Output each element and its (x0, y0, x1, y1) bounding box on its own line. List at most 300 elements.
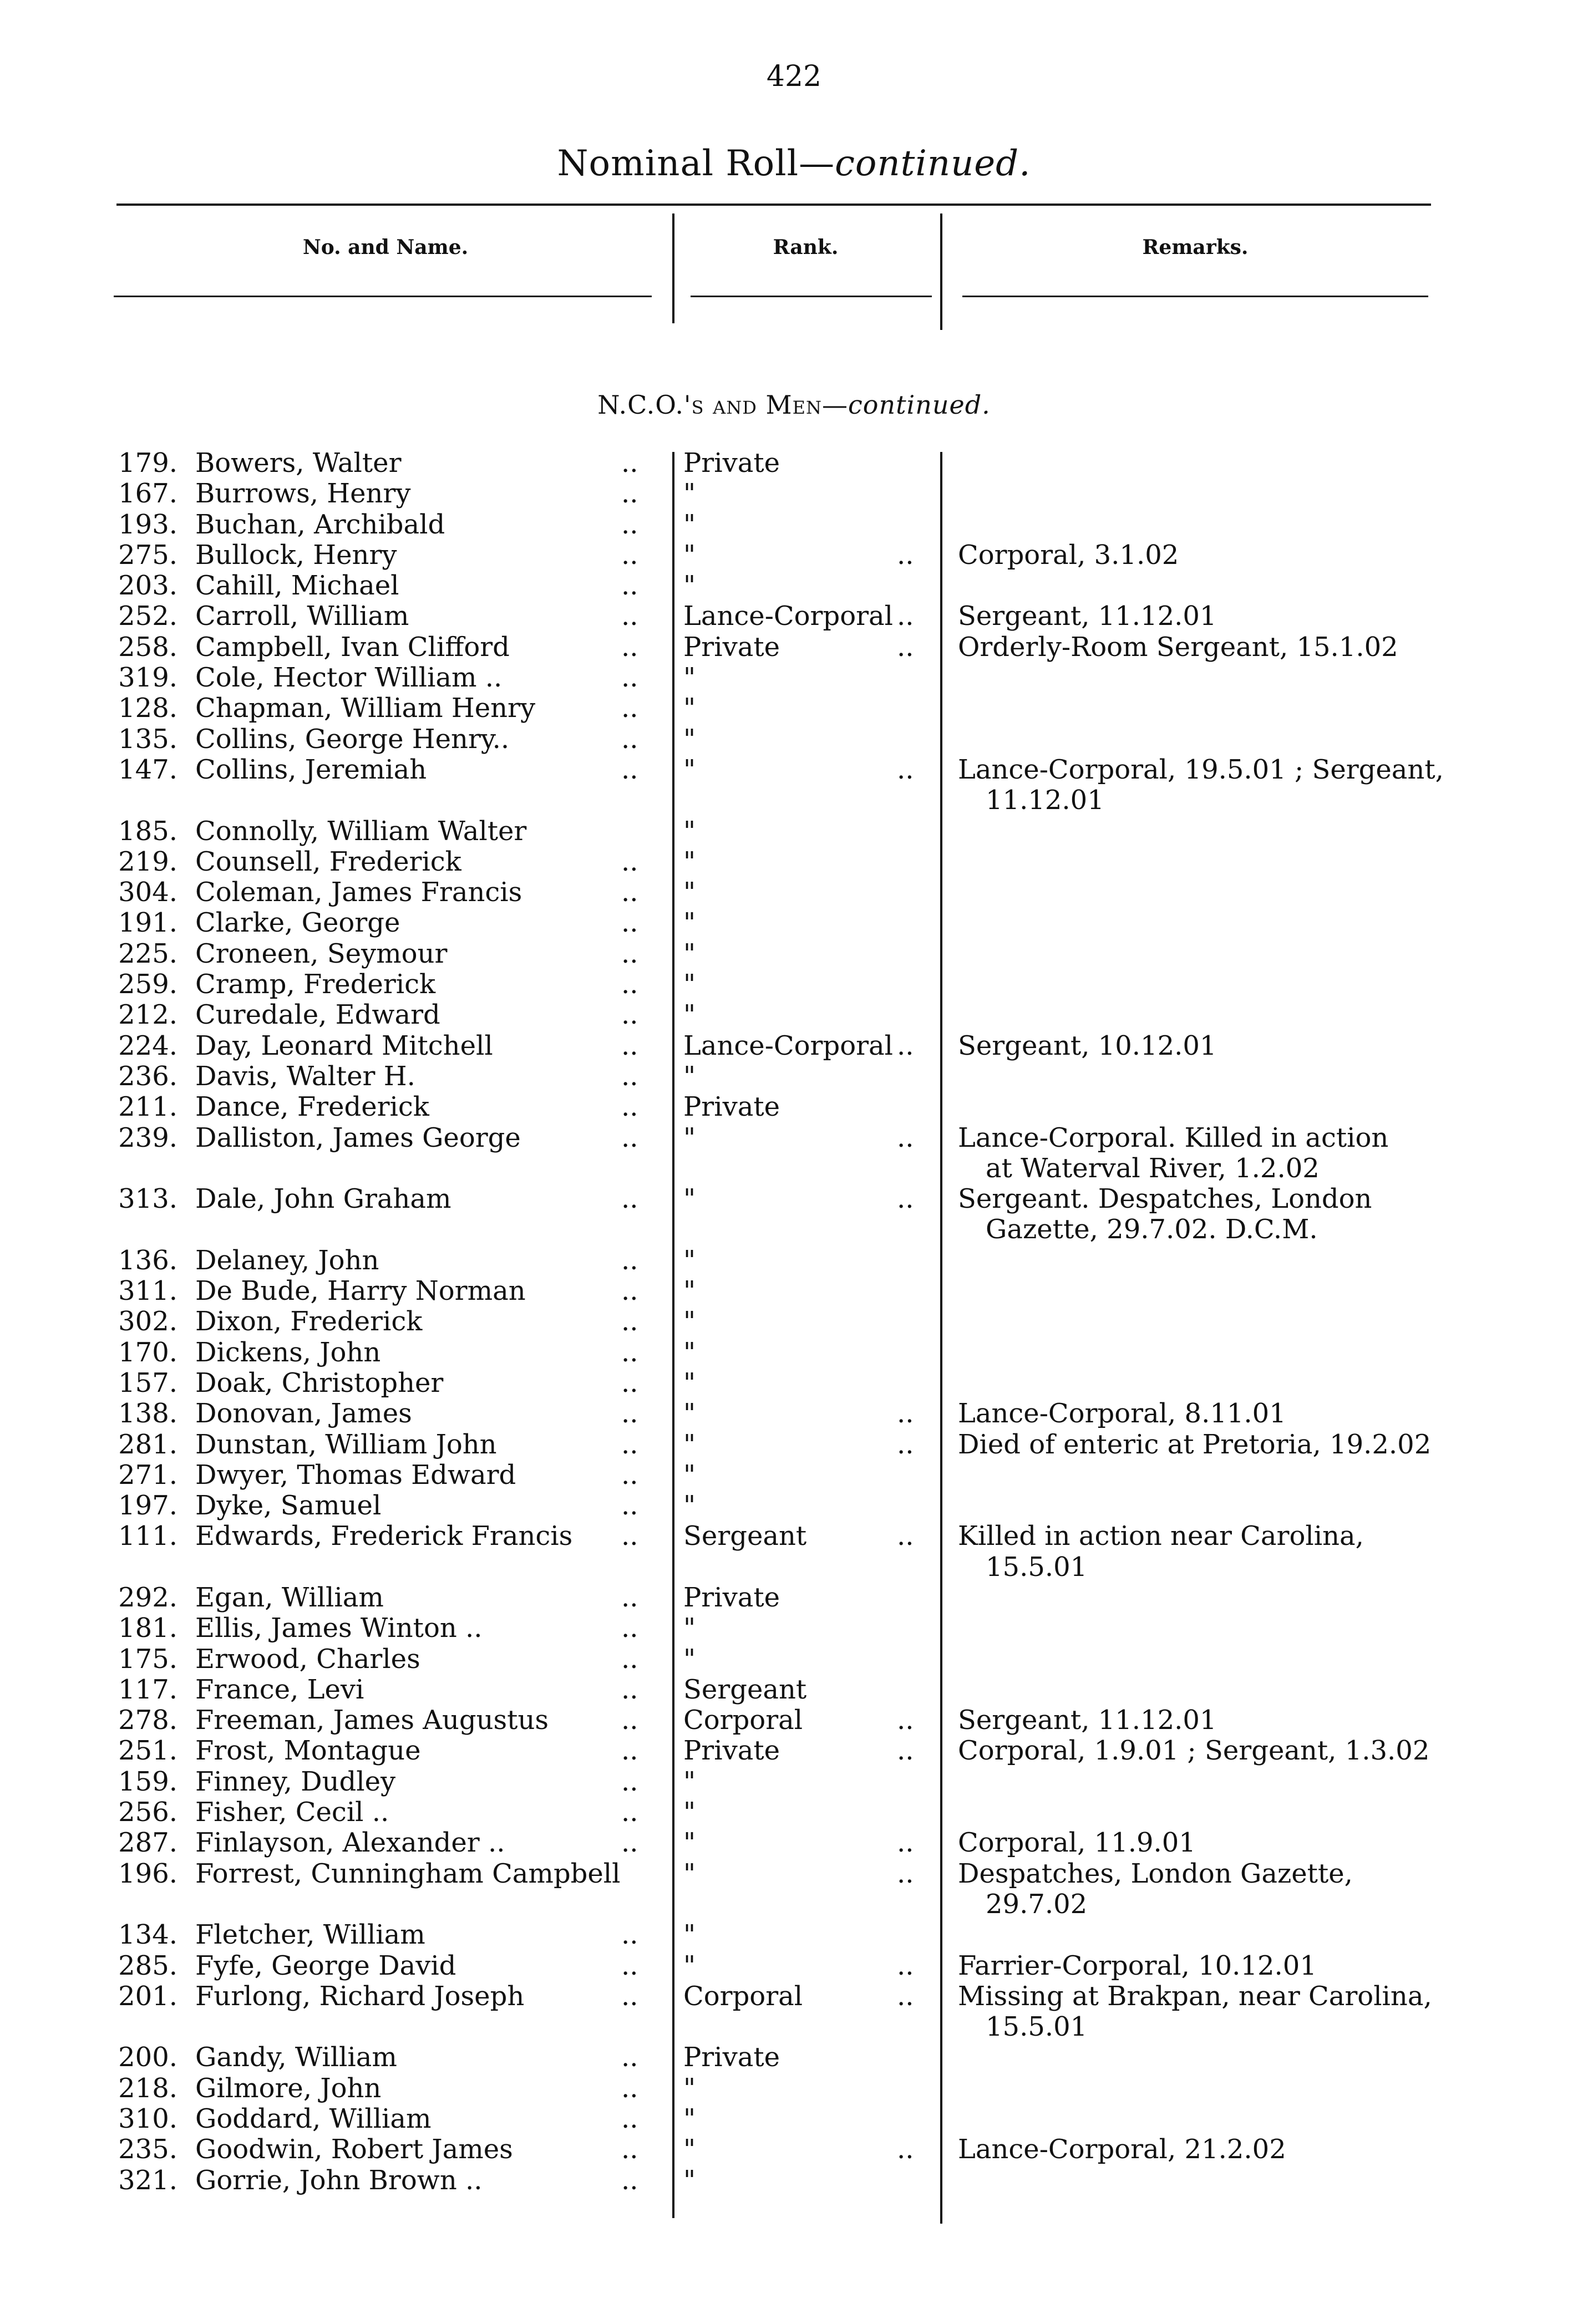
leader-dots: .. (621, 1520, 638, 1552)
table-row (0, 1338, 1588, 1368)
nominal-roll-table (0, 448, 1588, 2196)
leader-dots: .. (897, 1705, 914, 1736)
entry-number: 193. (118, 508, 177, 540)
leader-dots: .. (621, 938, 638, 969)
table-row (0, 1430, 1588, 1460)
leader-dots: .. (897, 1827, 914, 1859)
section-continued: continued. (848, 390, 991, 420)
leader-dots: .. (621, 601, 638, 632)
leader-dots: .. (621, 1581, 638, 1613)
entry-number: 256. (118, 1797, 177, 1828)
table-row (0, 1184, 1588, 1214)
entry-remarks: Sergeant. Despatches, London (958, 1183, 1372, 1215)
table-row (0, 1767, 1588, 1797)
table-row (0, 1981, 1588, 2012)
entry-name: Croneen, Seymour (195, 938, 448, 969)
entry-number: 159. (118, 1766, 177, 1797)
table-row (0, 1675, 1588, 1705)
leader-dots: .. (897, 601, 914, 632)
table-row (0, 1521, 1588, 1552)
leader-dots: .. (621, 662, 638, 694)
table-row (0, 1920, 1588, 1950)
table-row (0, 1368, 1588, 1399)
table-row (0, 1644, 1588, 1675)
entry-remarks: Sergeant, 10.12.01 (958, 1030, 1217, 1061)
leader-dots: .. (621, 1735, 638, 1767)
table-row (0, 510, 1588, 540)
entry-number: 135. (118, 723, 177, 755)
entry-rank: " (683, 1183, 696, 1215)
table-row (0, 1245, 1588, 1276)
leader-dots: .. (621, 570, 638, 602)
entry-rank: " (683, 907, 696, 939)
table-row (0, 1736, 1588, 1766)
entry-name: Connolly, William Walter (195, 815, 527, 847)
entry-name: Davis, Walter H. (195, 1060, 415, 1092)
entry-name: Dixon, Frederick (195, 1306, 423, 1338)
leader-dots: .. (621, 539, 638, 571)
leader-dots: .. (897, 1398, 914, 1430)
table-row (0, 2073, 1588, 2104)
leader-dots: .. (621, 2072, 638, 2104)
entry-rank: " (683, 1797, 696, 1828)
entry-rank: " (683, 1613, 696, 1644)
entry-name: Furlong, Richard Joseph (195, 1980, 525, 2012)
entry-remarks: Lance-Corporal. Killed in action (958, 1122, 1389, 1153)
entry-number: 313. (118, 1183, 177, 1215)
entry-name: Dickens, John (195, 1336, 381, 1368)
entry-name: Counsell, Frederick (195, 846, 461, 877)
table-row (0, 1399, 1588, 1429)
leader-dots: .. (621, 1797, 638, 1828)
leader-dots: .. (621, 877, 638, 908)
entry-rank: " (683, 1643, 696, 1675)
entry-number: 117. (118, 1674, 177, 1705)
entry-name: Dyke, Samuel (195, 1490, 382, 1522)
entry-rank: " (683, 1919, 696, 1951)
entry-name: Dance, Frederick (195, 1091, 429, 1123)
page-title (0, 143, 1588, 184)
leader-dots: .. (621, 1428, 638, 1460)
entry-rank: " (683, 1336, 696, 1368)
entry-rank: " (683, 999, 696, 1031)
entry-remarks: Missing at Brakpan, near Carolina, (958, 1980, 1432, 2012)
entry-name: Goddard, William (195, 2103, 432, 2135)
entry-remarks-continued: 15.5.01 (986, 2011, 1088, 2043)
entry-number: 167. (118, 478, 177, 510)
entry-remarks: Lance-Corporal, 8.11.01 (958, 1398, 1286, 1430)
entry-rank: " (683, 2164, 696, 2196)
entry-name: Frost, Montague (195, 1735, 421, 1767)
entry-name: Collins, George Henry.. (195, 723, 510, 755)
header-underline-remarks (962, 296, 1428, 297)
entry-remarks-continued: Gazette, 29.7.02. D.C.M. (986, 1214, 1318, 1245)
entry-name: France, Levi (195, 1674, 364, 1705)
entry-name: Dalliston, James George (195, 1122, 521, 1153)
entry-rank: " (683, 2134, 696, 2165)
table-row (0, 724, 1588, 755)
leader-dots: .. (897, 539, 914, 571)
leader-dots: .. (621, 2042, 638, 2073)
entry-name: Goodwin, Robert James (195, 2134, 513, 2165)
entry-number: 311. (118, 1275, 177, 1307)
leader-dots: .. (621, 631, 638, 663)
entry-name: Chapman, William Henry (195, 693, 536, 724)
entry-rank: Lance-Corporal (683, 1030, 894, 1061)
entry-name: Fisher, Cecil .. (195, 1797, 389, 1828)
page-number: 422 (766, 60, 822, 93)
leader-dots: .. (897, 1950, 914, 1981)
entry-number: 128. (118, 693, 177, 724)
entry-number: 191. (118, 907, 177, 939)
entry-name: Gandy, William (195, 2042, 397, 2073)
table-row (0, 1153, 1588, 1184)
table-row (0, 1031, 1588, 1061)
leader-dots: .. (621, 1367, 638, 1399)
entry-number: 218. (118, 2072, 177, 2104)
section-heading (0, 390, 1588, 420)
leader-dots: .. (621, 723, 638, 755)
leader-dots: .. (621, 1122, 638, 1153)
leader-dots: .. (897, 1735, 914, 1767)
table-row (0, 1460, 1588, 1491)
entry-rank: Private (683, 1091, 780, 1123)
leader-dots: .. (621, 907, 638, 939)
leader-dots: .. (621, 508, 638, 540)
leader-dots: .. (621, 1674, 638, 1705)
leader-dots: .. (621, 1183, 638, 1215)
table-row (0, 571, 1588, 601)
table-row (0, 479, 1588, 509)
table-row (0, 1613, 1588, 1644)
entry-remarks-continued: 11.12.01 (986, 785, 1104, 816)
entry-name: Clarke, George (195, 907, 400, 939)
entry-rank: " (683, 938, 696, 969)
entry-number: 251. (118, 1735, 177, 1767)
table-row (0, 601, 1588, 632)
entry-name: Gorrie, John Brown .. (195, 2164, 483, 2196)
entry-remarks: Lance-Corporal, 19.5.01 ; Sergeant, (958, 754, 1444, 785)
entry-number: 211. (118, 1091, 177, 1123)
leader-dots: .. (621, 754, 638, 785)
entry-name: Bullock, Henry (195, 539, 397, 571)
entry-number: 185. (118, 815, 177, 847)
table-row (0, 1061, 1588, 1092)
entry-rank: " (683, 2072, 696, 2104)
entry-number: 235. (118, 2134, 177, 2165)
leader-dots: .. (621, 447, 638, 479)
entry-rank: " (683, 1428, 696, 1460)
entry-number: 200. (118, 2042, 177, 2073)
table-row (0, 1276, 1588, 1306)
entry-number: 138. (118, 1398, 177, 1430)
table-row (0, 1552, 1588, 1583)
table-row (0, 1889, 1588, 1920)
leader-dots: .. (897, 1858, 914, 1889)
leader-dots: .. (897, 754, 914, 785)
table-row (0, 540, 1588, 571)
leader-dots: .. (621, 1643, 638, 1675)
title-continued: continued. (835, 143, 1031, 184)
leader-dots: .. (621, 1244, 638, 1276)
entry-name: Day, Leonard Mitchell (195, 1030, 493, 1061)
entry-rank: Corporal (683, 1705, 803, 1736)
entry-rank: " (683, 570, 696, 602)
entry-rank: Lance-Corporal (683, 601, 894, 632)
entry-number: 157. (118, 1367, 177, 1399)
entry-number: 179. (118, 447, 177, 479)
entry-remarks-continued: at Waterval River, 1.2.02 (986, 1152, 1320, 1184)
entry-name: De Bude, Harry Norman (195, 1275, 526, 1307)
leader-dots: .. (621, 1398, 638, 1430)
leader-dots: .. (621, 2164, 638, 2196)
entry-rank: " (683, 1490, 696, 1522)
entry-number: 111. (118, 1520, 177, 1552)
entry-name: Cahill, Michael (195, 570, 399, 602)
entry-rank: Corporal (683, 1980, 803, 2012)
entry-number: 201. (118, 1980, 177, 2012)
entry-number: 259. (118, 969, 177, 1000)
entry-name: Finlayson, Alexander .. (195, 1827, 505, 1859)
entry-remarks: Sergeant, 11.12.01 (958, 601, 1217, 632)
entry-name: Donovan, James (195, 1398, 412, 1430)
entry-remarks: Died of enteric at Pretoria, 19.2.02 (958, 1428, 1432, 1460)
table-row (0, 1214, 1588, 1245)
entry-name: Ellis, James Winton .. (195, 1613, 483, 1644)
entry-rank: " (683, 1244, 696, 1276)
table-row (0, 1583, 1588, 1613)
header-divider-left (672, 213, 674, 323)
leader-dots: .. (621, 1919, 638, 1951)
entry-name: Doak, Christopher (195, 1367, 444, 1399)
entry-remarks-continued: 29.7.02 (986, 1888, 1088, 1920)
entry-number: 252. (118, 601, 177, 632)
leader-dots: .. (621, 2103, 638, 2135)
entry-name: Cole, Hector William .. (195, 662, 503, 694)
entry-number: 224. (118, 1030, 177, 1061)
entry-name: Buchan, Archibald (195, 508, 445, 540)
entry-number: 181. (118, 1613, 177, 1644)
entry-name: Finney, Dudley (195, 1766, 396, 1797)
entry-rank: Private (683, 447, 780, 479)
entry-name: Edwards, Frederick Francis (195, 1520, 573, 1552)
table-row (0, 847, 1588, 877)
entry-rank: Private (683, 631, 780, 663)
leader-dots: .. (897, 1428, 914, 1460)
leader-dots: .. (897, 1980, 914, 2012)
column-header-rank: Rank. (773, 236, 839, 259)
entry-name: Curedale, Edward (195, 999, 440, 1031)
leader-dots: .. (897, 1520, 914, 1552)
entry-rank: " (683, 1950, 696, 1981)
entry-remarks: Killed in action near Carolina, (958, 1520, 1364, 1552)
table-row (0, 908, 1588, 938)
entry-number: 287. (118, 1827, 177, 1859)
entry-remarks: Orderly-Room Sergeant, 15.1.02 (958, 631, 1398, 663)
entry-name: Dale, John Graham (195, 1183, 451, 1215)
leader-dots: .. (621, 1827, 638, 1859)
table-row (0, 448, 1588, 479)
top-rule (116, 204, 1431, 206)
leader-dots: .. (897, 631, 914, 663)
entry-name: Fyfe, George David (195, 1950, 456, 1981)
entry-number: 134. (118, 1919, 177, 1951)
entry-number: 275. (118, 539, 177, 571)
leader-dots: .. (897, 1122, 914, 1153)
table-row (0, 663, 1588, 693)
table-row (0, 939, 1588, 969)
entry-remarks: Despatches, London Gazette, (958, 1858, 1353, 1889)
entry-name: Dwyer, Thomas Edward (195, 1459, 516, 1491)
entry-number: 236. (118, 1060, 177, 1092)
table-row (0, 1828, 1588, 1858)
entry-number: 258. (118, 631, 177, 663)
entry-rank: Private (683, 1581, 780, 1613)
leader-dots: .. (621, 1459, 638, 1491)
entry-rank: " (683, 508, 696, 540)
entry-rank: " (683, 1827, 696, 1859)
table-row (0, 1000, 1588, 1030)
leader-dots: .. (621, 693, 638, 724)
entry-number: 278. (118, 1705, 177, 1736)
leader-dots: .. (621, 1613, 638, 1644)
entry-name: Freeman, James Augustus (195, 1705, 549, 1736)
entry-remarks: Lance-Corporal, 21.2.02 (958, 2134, 1286, 2165)
entry-number: 304. (118, 877, 177, 908)
entry-number: 310. (118, 2103, 177, 2135)
entry-rank: " (683, 1122, 696, 1153)
column-header-remarks: Remarks. (1142, 236, 1249, 259)
entry-number: 271. (118, 1459, 177, 1491)
section-main: N.C.O.'s and Men— (597, 390, 848, 420)
table-row (0, 969, 1588, 1000)
leader-dots: .. (621, 478, 638, 510)
entry-rank: " (683, 815, 696, 847)
entry-remarks: Sergeant, 11.12.01 (958, 1705, 1217, 1736)
entry-number: 302. (118, 1306, 177, 1338)
entry-number: 197. (118, 1490, 177, 1522)
entry-rank: " (683, 969, 696, 1000)
entry-name: Burrows, Henry (195, 478, 411, 510)
table-row (0, 816, 1588, 847)
title-main: Nominal Roll— (557, 143, 835, 184)
entry-name: Erwood, Charles (195, 1643, 420, 1675)
entry-rank: " (683, 1858, 696, 1889)
entry-name: Dunstan, William John (195, 1428, 497, 1460)
table-row (0, 1797, 1588, 1828)
entry-rank: Private (683, 1735, 780, 1767)
entry-rank: " (683, 1766, 696, 1797)
entry-name: Forrest, Cunningham Campbell (195, 1858, 621, 1889)
entry-number: 319. (118, 662, 177, 694)
entry-rank: Private (683, 2042, 780, 2073)
entry-number: 285. (118, 1950, 177, 1981)
leader-dots: .. (621, 1766, 638, 1797)
column-header-name: No. and Name. (302, 236, 469, 259)
table-row (0, 1306, 1588, 1337)
table-row (0, 2012, 1588, 2042)
entry-rank: Sergeant (683, 1674, 807, 1705)
table-row (0, 2042, 1588, 2073)
entry-number: 219. (118, 846, 177, 877)
leader-dots: .. (621, 1705, 638, 1736)
table-row (0, 2165, 1588, 2196)
leader-dots: .. (897, 1030, 914, 1061)
leader-dots: .. (621, 1950, 638, 1981)
entry-remarks: Farrier-Corporal, 10.12.01 (958, 1950, 1317, 1981)
entry-rank: " (683, 1367, 696, 1399)
entry-name: Campbell, Ivan Clifford (195, 631, 510, 663)
leader-dots: .. (621, 2134, 638, 2165)
entry-rank: " (683, 478, 696, 510)
entry-name: Gilmore, John (195, 2072, 382, 2104)
entry-name: Collins, Jeremiah (195, 754, 427, 785)
leader-dots: .. (621, 846, 638, 877)
entry-rank: Sergeant (683, 1520, 807, 1552)
entry-number: 225. (118, 938, 177, 969)
entry-number: 196. (118, 1858, 177, 1889)
entry-name: Carroll, William (195, 601, 409, 632)
entry-rank: " (683, 1060, 696, 1092)
entry-rank: " (683, 1459, 696, 1491)
table-row (0, 877, 1588, 908)
entry-name: Fletcher, William (195, 1919, 425, 1951)
header-underline-rank (691, 296, 932, 297)
entry-name: Cramp, Frederick (195, 969, 436, 1000)
leader-dots: .. (621, 1091, 638, 1123)
table-row (0, 785, 1588, 816)
table-row (0, 2134, 1588, 2165)
entry-rank: " (683, 1275, 696, 1307)
entry-remarks: Corporal, 11.9.01 (958, 1827, 1196, 1859)
entry-remarks: Corporal, 3.1.02 (958, 539, 1179, 571)
table-row (0, 1491, 1588, 1521)
entry-rank: " (683, 662, 696, 694)
table-row (0, 2104, 1588, 2134)
entry-number: 281. (118, 1428, 177, 1460)
entry-number: 321. (118, 2164, 177, 2196)
entry-name: Egan, William (195, 1581, 384, 1613)
entry-rank: " (683, 846, 696, 877)
header-underline-name (114, 296, 652, 297)
entry-name: Bowers, Walter (195, 447, 402, 479)
leader-dots: .. (621, 1060, 638, 1092)
leader-dots: .. (621, 1336, 638, 1368)
entry-rank: " (683, 754, 696, 785)
table-row (0, 632, 1588, 663)
entry-rank: " (683, 1398, 696, 1430)
leader-dots: .. (621, 999, 638, 1031)
table-row (0, 1951, 1588, 1981)
leader-dots: .. (621, 1490, 638, 1522)
entry-rank: " (683, 693, 696, 724)
leader-dots: .. (621, 1306, 638, 1338)
table-row (0, 1859, 1588, 1889)
leader-dots: .. (621, 1980, 638, 2012)
entry-number: 239. (118, 1122, 177, 1153)
entry-number: 292. (118, 1581, 177, 1613)
entry-name: Coleman, James Francis (195, 877, 522, 908)
entry-remarks-continued: 15.5.01 (986, 1551, 1088, 1583)
table-row (0, 1705, 1588, 1736)
entry-number: 147. (118, 754, 177, 785)
leader-dots: .. (897, 2134, 914, 2165)
entry-number: 212. (118, 999, 177, 1031)
leader-dots: .. (621, 969, 638, 1000)
table-row (0, 693, 1588, 724)
entry-rank: " (683, 723, 696, 755)
entry-name: Delaney, John (195, 1244, 379, 1276)
